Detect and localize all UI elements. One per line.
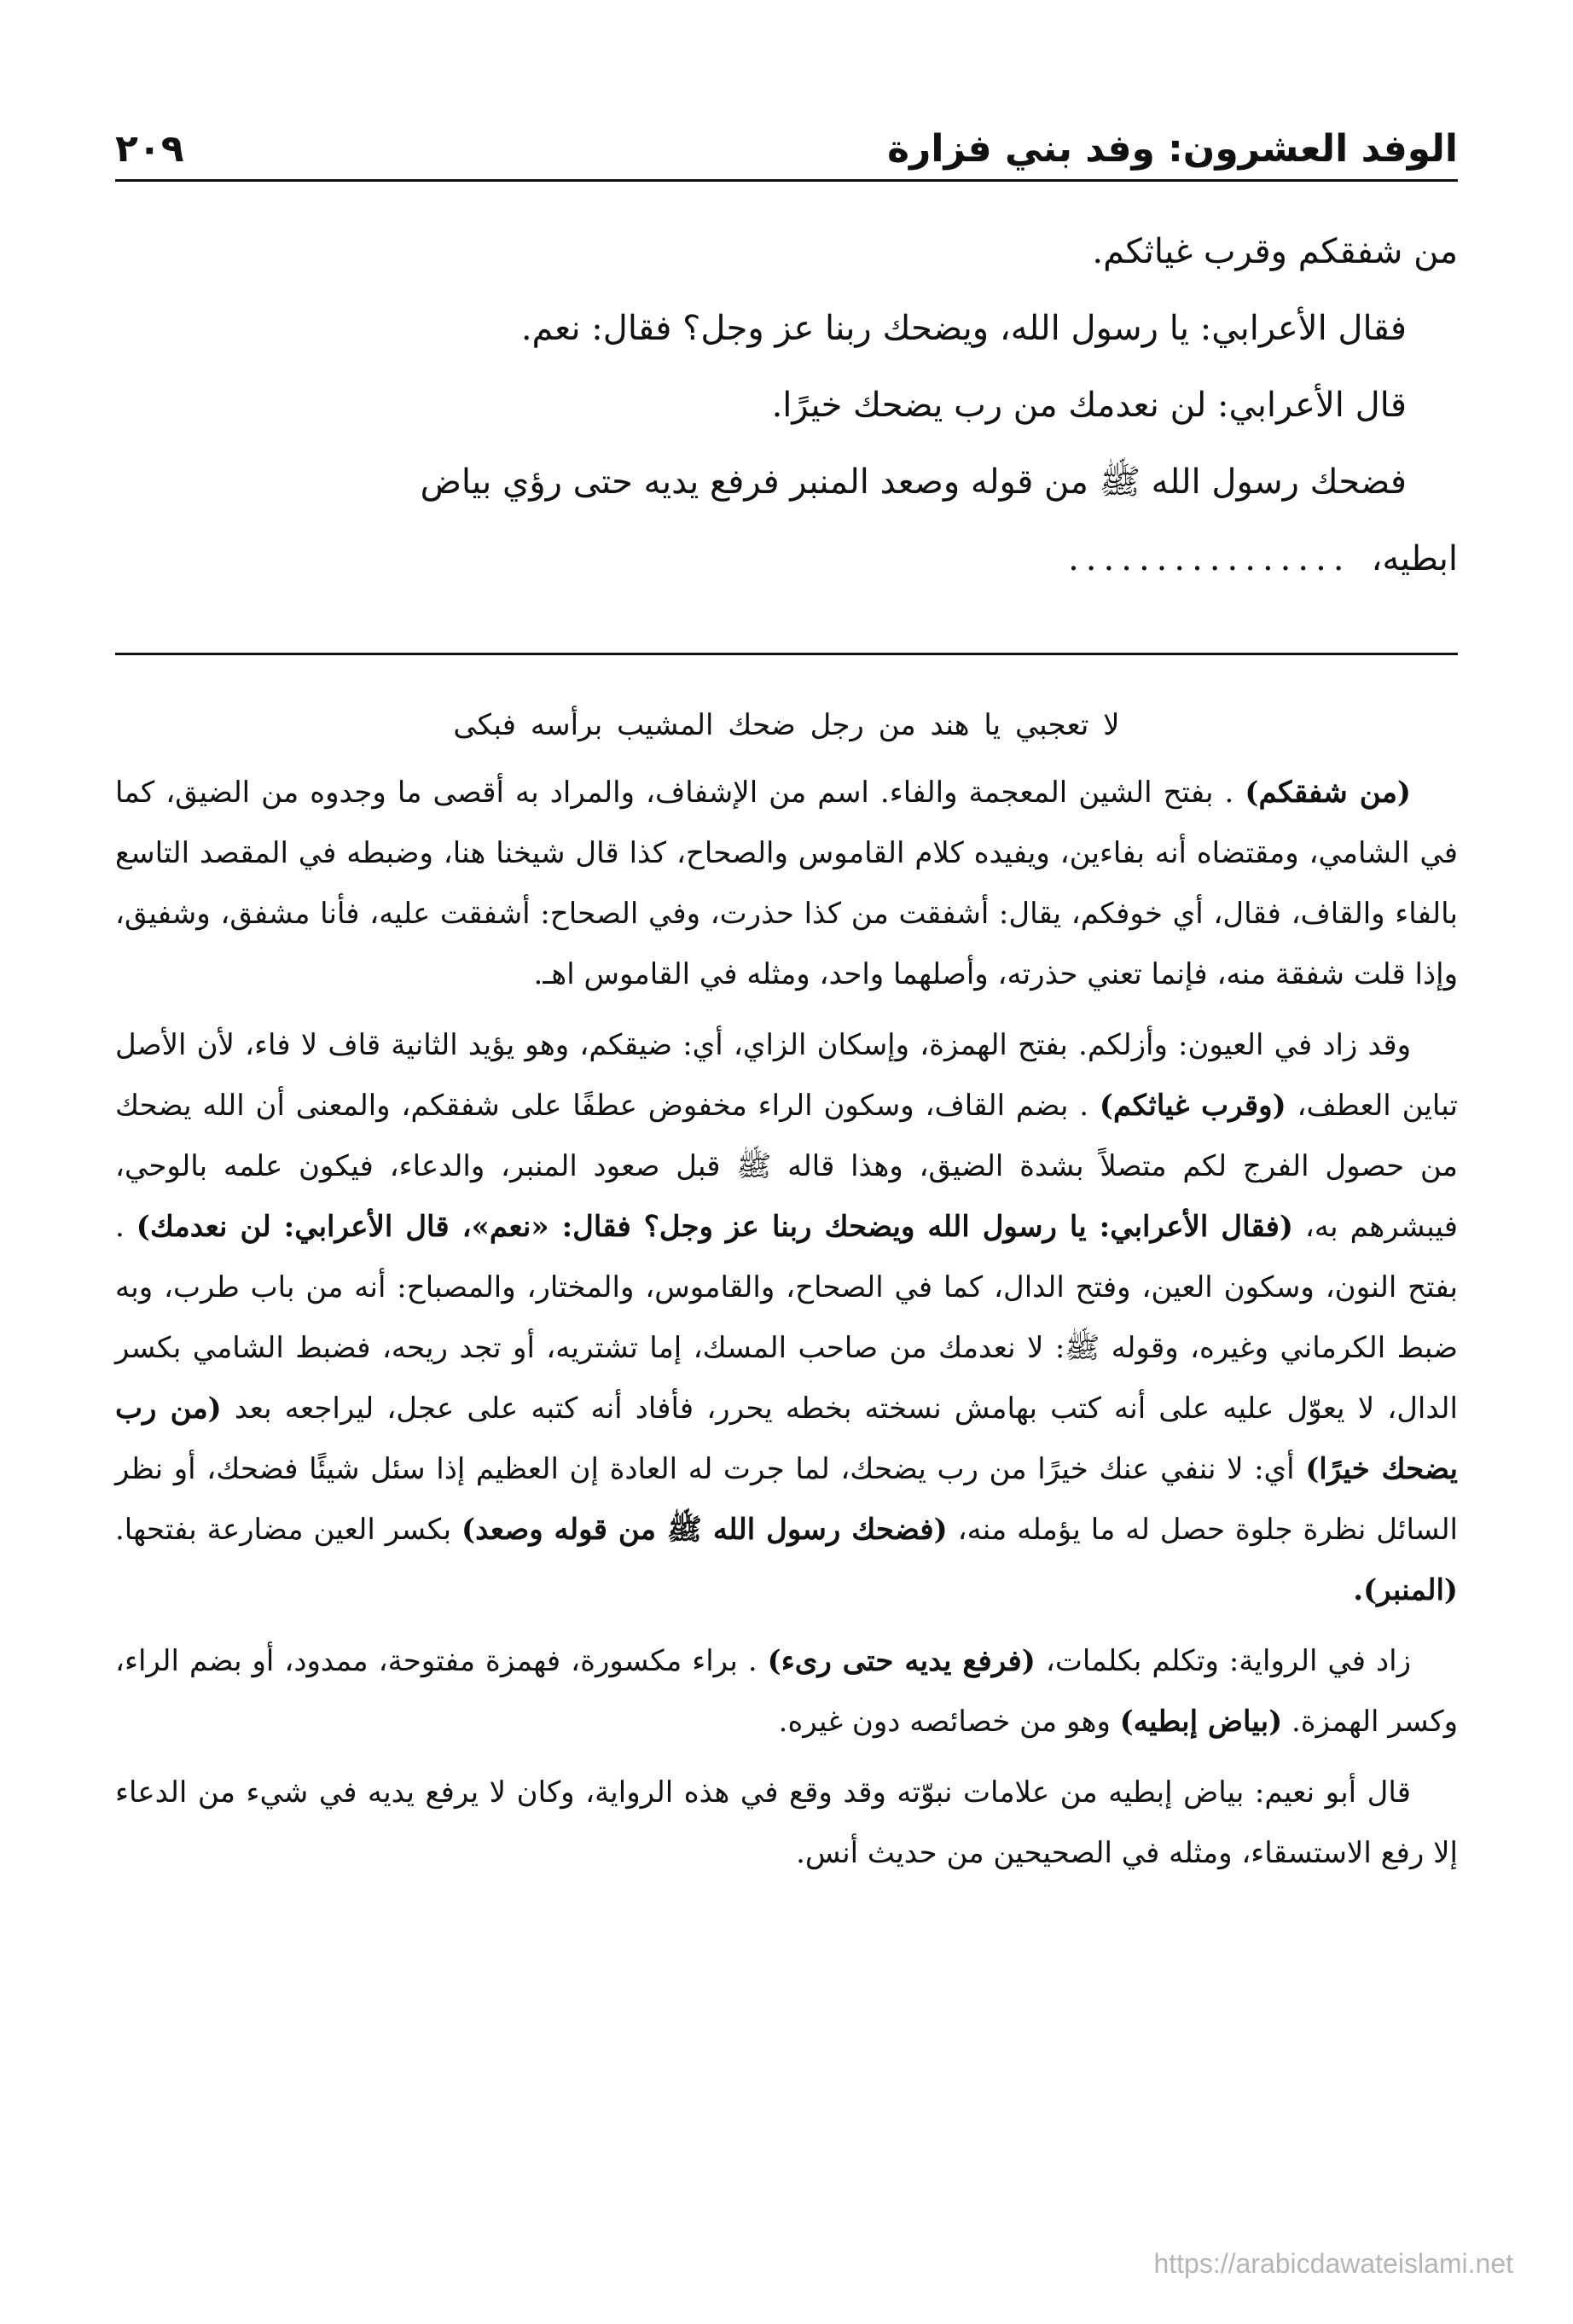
commentary-text: . بفتح الشين المعجمة والفاء. اسم من الإشفاف، والمراد به أقصى ما وجدوه من الضيق، كما في الشامي، ومقتضاه أنه بفاءين، ويفيده كلام القاموس والصحاح، كذا قال شيخنا هنا، وضبطه في المقصد التاسع بالفاء والقاف، فقال، أي خوفكم، يقال: أشفقت من كذا حذرت، وفي الصحاح: أشفقت عليه، فأنا مشفق، وشفيق، وإذا قلت شفقة منه، فإنما تعني حذرته، وأصلهما واحد، ومثله في القاموس اهـ. [115,776,1458,991]
lemma-bold: (فرفع يديه حتى رىء) [767,1644,1036,1678]
main-text-line-ellipsis [115,520,1458,597]
main-text [115,213,1458,597]
commentary-paragraph [115,1015,1458,1621]
lemma-bold: (من رب يضحك خيرًا) [115,1391,1458,1486]
header-rule [115,179,1458,182]
main-text-line: قال الأعرابي: لن نعدمك من رب يضحك خيرًا. [771,386,1407,425]
footnote-separator-rule [115,653,1458,655]
poetry-verse: لا تعجبي يا هند من رجل ضحك المشيب برأسه فبكى [453,708,1120,742]
lemma-bold: (المنبر). [1353,1573,1458,1607]
lemma-bold: (فضحك رسول الله ﷺ من قوله وصعد) [461,1513,948,1547]
page-header [115,94,1458,171]
running-title: الوفد العشرون: وفد بني فزارة [887,127,1458,171]
ellipsis-dots: ................ [1068,539,1351,578]
main-text-line: فقال الأعرابي: يا رسول الله، ويضحك ربنا عز وجل؟ فقال: نعم. [520,309,1407,348]
commentary-text: . بضم القاف، وسكون الراء مخفوض عطفًا على شفقكم، والمعنى أن الله يضحك من حصول الفرج لكم متصلاً بشدة الضيق، وهذا قاله ﷺ قبل صعود المنبر، والدعاء، فيكون علمه بالوحي، فيبشرهم به، [115,1089,1458,1244]
lemma-bold: (من شفقكم) [1245,776,1411,810]
commentary-paragraph [115,1631,1458,1752]
commentary-section [115,695,1458,1894]
watermark-url: https://arabicdawateislami.net [1153,2248,1513,2279]
main-text-line: ابطيه، [1371,539,1458,578]
commentary-text: أي: لا ننفي عنك خيرًا من رب يضحك، لما جرت له العادة إن العظيم إذا سئل شيئًا فضحك، أو نظر السائل نظرة جلوة حصل له ما يؤمله منه، [115,1452,1459,1547]
commentary-paragraph: قال أبو نعيم: بياض إبطيه من علامات نبوّته وقد وقع في هذه الرواية، وكان لا يرفع يديه في شيء من الدعاء إلا رفع الاستسقاء، ومثله في الصحيحين من حديث أنس. [115,1775,1458,1870]
commentary-text: زاد في الرواية: وتكلم بكلمات، [1035,1644,1412,1678]
lemma-bold: (فقال الأعرابي: يا رسول الله ويضحك ربنا عز وجل؟ فقال: «نعم»، قال الأعرابي: لن نعدمك) [136,1210,1293,1244]
commentary-text: بكسر العين مضارعة بفتحها. [115,1513,461,1547]
page-number: ٢٠٩ [115,127,184,171]
main-text-line: فضحك رسول الله ﷺ من قوله وصعد المنبر فرفع يديه حتى رؤي بياض [420,462,1407,502]
commentary-text: . براء مكسورة، فهمزة مفتوحة، ممدود، أو بضم الراء، وكسر الهمزة. [115,1644,1458,1739]
lemma-bold: (بياض إبطيه) [1119,1705,1283,1739]
commentary-text: وهو من خصائصه دون غيره. [778,1705,1120,1739]
main-text-line: من شفقكم وقرب غياثكم. [1092,232,1458,271]
commentary-text: . بفتح النون، وسكون العين، وفتح الدال، كما في الصحاح، والقاموس، والمختار، والمصباح: أنه من باب طرب، وبه ضبط الكرماني وغيره، وقوله ﷺ: لا نعدمك من صاحب المسك، إما تشتريه، أو تجد ريحه، فضبط الشامي بكسر الدال، لا يعوّل عليه على أنه كتب بهامش نسخته بخطه يحرر، فأفاد أنه كتبه على عجل، ليراجعه بعد [115,1210,1458,1426]
commentary-paragraph [115,763,1458,1005]
commentary-text: وقد زاد في العيون: وأزلكم. بفتح الهمزة، وإسكان الزاي، أي: ضيقكم، وهو يؤيد الثانية قاف لا فاء، لأن الأصل تباين العطف، [115,1028,1458,1123]
lemma-bold: (وقرب غياثكم) [1099,1089,1286,1123]
